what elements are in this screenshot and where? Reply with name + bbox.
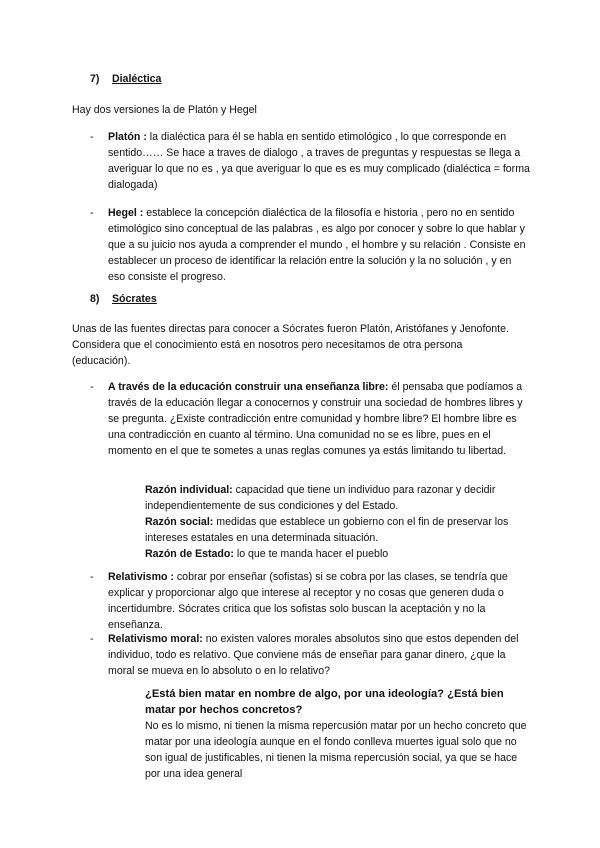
definition-text: medidas que establece un gobierno con el fin de preservar los intereses estatales en una determinada situación. — [145, 515, 509, 544]
question-text: ¿Está bien matar en nombre de algo, por una ideología? ¿Está bien matar por hechos concretos? — [145, 688, 504, 716]
definition-text: capacidad que tiene un individuo para razonar y decidir independientemente de sus condiciones y del Estado. — [145, 484, 496, 512]
bullet-term: Relativismo : — [108, 571, 174, 583]
bullet-body: cobrar por enseñar (sofistas) si se cobra por las clases, se tendría que explicar y proporcionar algo que interese al receptor y no cosas que generen duda o incertidumbre. Sócrates critica que los sofistas solo buscan la aceptación y no la enseñanza. — [108, 571, 508, 631]
question-block — [145, 687, 530, 782]
bullet-text — [108, 206, 530, 286]
bullet-body: la dialéctica para él se habla en sentido etimológico , lo que corresponde en sentido…… Se hace a traves de dialogo , a traves de preguntas y respuestas se llega a averiguar lo que no es , ya que averiguar lo que es es muy complicado (dialéctica = forma dialogada) — [108, 131, 530, 191]
bullet-body: él pensaba que podíamos a través de la educación llegar a conocernos y construir una sociedad de hombres libres y se pregunta. ¿Existe contradicción entre comunidad y hombre libre? El hombre libre es una contradicción en cuanto al término. Una comunidad no se es libre, pues en el momento en el que te sometes a unas reglas comunes ya estás limitando tu libertad. — [108, 381, 523, 457]
definitions-block — [145, 483, 530, 563]
bullet-term: Platón : — [108, 131, 147, 143]
definition-razon-social — [145, 515, 530, 547]
section-title: Sócrates — [111, 293, 157, 305]
bullet-body: no existen valores morales absolutos sino que estos dependen del individuo, todo es relativo. Que conviene más de enseñar para ganar dinero, ¿que la moral se mueva en lo absoluto o en lo relativo? — [108, 633, 519, 677]
definition-razon-estado — [145, 547, 530, 563]
bullet-text — [108, 130, 530, 194]
definition-term: Razón de Estado: — [145, 547, 234, 560]
bullet-dash: - — [90, 633, 94, 645]
section-intro: Hay dos versiones la de Platón y Hegel — [72, 104, 257, 116]
section-intro: Unas de las fuentes directas para conocer a Sócrates fueron Platón, Aristófanes y Jenofonte. Considera que el conocimiento está en nosotros pero necesitamos de otra persona (educación). — [72, 323, 509, 367]
definition-text: lo que te manda hacer el pueblo — [233, 547, 389, 560]
bullet-body: establece la concepción dialéctica de la filosofía e historia , pero no en sentido etimológico sino conceptual de las palabras , es algo por conocer y sobre lo que hablar y que a su juicio nos ayuda a comprender el mundo , el hombre y su relación . Consiste en establecer un proceso de identificar la relación entre la solución y la no solución , y en eso consiste el progreso. — [108, 207, 526, 283]
definition-razon-individual — [145, 483, 530, 515]
bullet-dash: - — [90, 381, 94, 393]
section-number: 7) — [90, 73, 100, 85]
bullet-term: Hegel : — [108, 207, 144, 219]
bullet-text — [108, 380, 530, 460]
bullet-text — [108, 570, 530, 634]
bullet-dash: - — [90, 131, 94, 143]
section-number: 8) — [90, 293, 100, 305]
section-heading-socrates — [90, 292, 157, 308]
definition-term: Razón individual: — [145, 484, 233, 496]
bullet-text — [108, 632, 530, 680]
bullet-dash: - — [90, 207, 94, 219]
bullet-dash: - — [90, 571, 94, 583]
definition-term: Razón social: — [145, 515, 214, 528]
answer-text: No es lo mismo, ni tienen la misma repercusión matar por un hecho concreto que matar por una ideología aunque en el fondo conlleva muertes igual solo que no son igual de justificables, ni tienen la misma repercusión social, ya que se hace por una idea general — [145, 719, 527, 780]
bullet-term: Relativismo moral: — [108, 633, 203, 645]
bullet-term: A través de la educación construir una enseñanza libre: — [108, 381, 389, 393]
section-heading-dialectica — [90, 72, 161, 88]
section-title: Dialéctica — [111, 73, 162, 85]
